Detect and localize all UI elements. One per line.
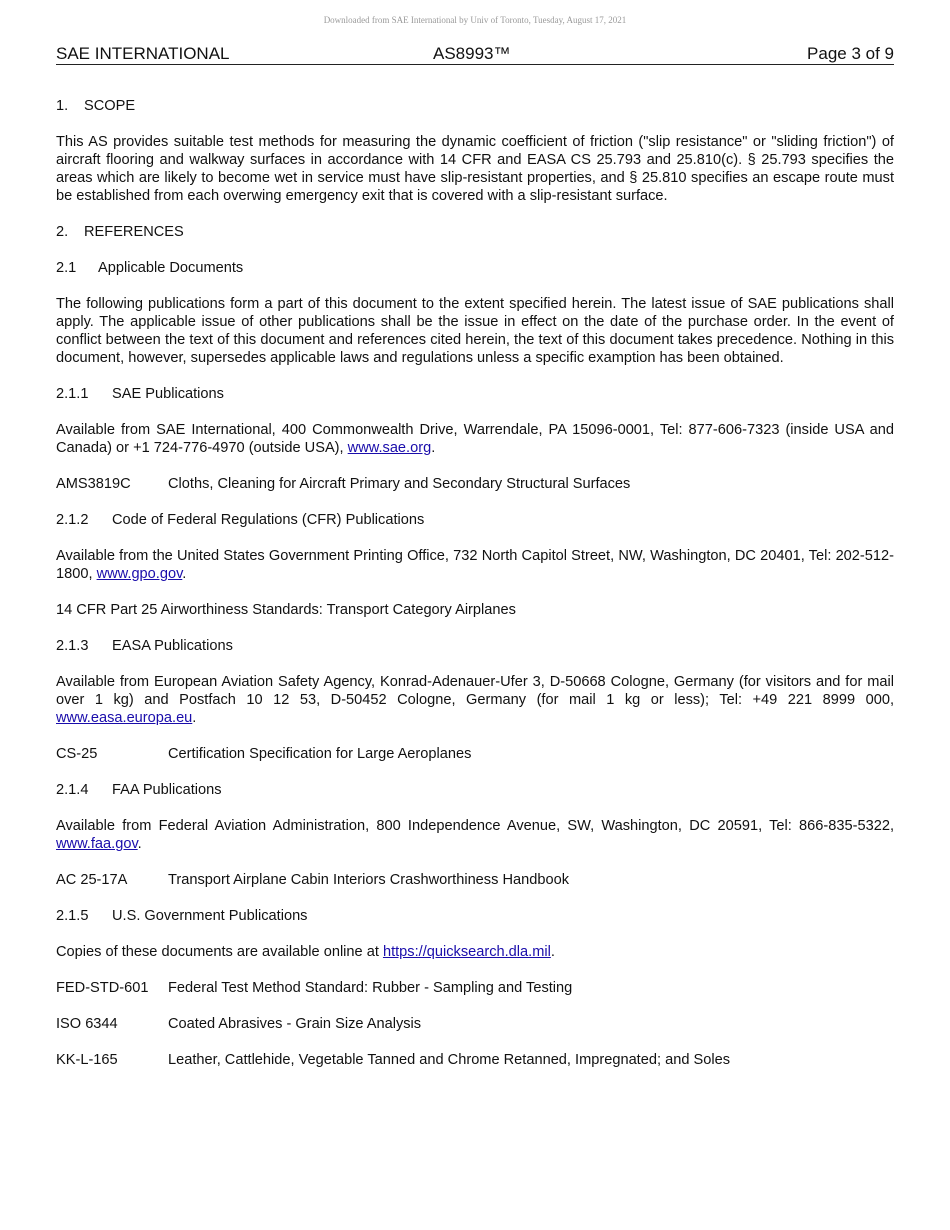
section-2-1-1-heading: 2.1.1 SAE Publications — [56, 386, 224, 402]
header-document-number: AS8993™ — [433, 44, 511, 63]
gpo-availability-paragraph: Available from the United States Government Printing Office, 732 North Capitol Street, NW, Washington, DC 20401, Tel: 202-512-1800, www.gpo.gov. — [56, 548, 894, 582]
easa-availability-paragraph: Available from European Aviation Safety Agency, Konrad-Adenauer-Ufer 3, D-50668 Cologne, Germany (for visitors and for mail over 1 kg) and Postfach 10 12 53, D-50452 Cologne, Germany (for mail 1 kg or less); Tel: +49 221 8999 000, www.easa.europa.eu. — [56, 674, 894, 726]
reference-entry: KK-L-165 Leather, Cattlehide, Vegetable Tanned and Chrome Retanned, Impregnated; and Soles — [56, 1052, 730, 1068]
cfr-reference-line: 14 CFR Part 25 Airworthiness Standards: Transport Category Airplanes — [56, 602, 516, 618]
scope-paragraph: This AS provides suitable test methods for measuring the dynamic coefficient of friction ("slip resistance" or "sliding friction") of aircraft flooring and walkway surfaces in accordance with 14 CFR and EASA CS 25.793 and 25.810(c). § 25.793 specifies the areas which are likely to become wet in service must have slip-resistant properties, and § 25.810 specifies an escape route must be established from each overwing emergency exit that is covered with a slip-resistant surface. — [56, 134, 894, 204]
header-organization: SAE INTERNATIONAL — [56, 44, 230, 63]
section-2-1-2-heading: 2.1.2 Code of Federal Regulations (CFR) Publications — [56, 512, 425, 528]
reference-entry: AC 25-17A Transport Airplane Cabin Interiors Crashworthiness Handbook — [56, 872, 569, 888]
section-2-1-5-heading: 2.1.5 U.S. Government Publications — [56, 908, 308, 924]
faa-website-link[interactable]: www.faa.gov — [56, 836, 138, 852]
reference-entry: AMS3819C Cloths, Cleaning for Aircraft Primary and Secondary Structural Surfaces — [56, 476, 631, 492]
dla-quicksearch-link[interactable]: https://quicksearch.dla.mil — [382, 944, 551, 960]
section-2-heading: 2. REFERENCES — [56, 224, 184, 240]
page-header — [56, 44, 894, 65]
document-body — [56, 97, 894, 1087]
section-2-1-3-heading: 2.1.3 EASA Publications — [56, 638, 233, 654]
section-1-heading: 1. SCOPE — [56, 98, 136, 114]
header-page-number: Page 3 of 9 — [807, 44, 894, 63]
reference-entry: FED-STD-601 Federal Test Method Standard: Rubber - Sampling and Testing — [56, 980, 573, 996]
download-watermark: Downloaded from SAE International by Univ of Toronto, Tuesday, August 17, 2021 — [323, 15, 627, 25]
easa-website-link[interactable]: www.easa.europa.eu — [56, 710, 193, 726]
reference-entry: ISO 6344 Coated Abrasives - Grain Size Analysis — [56, 1016, 422, 1032]
section-2-1-heading: 2.1 Applicable Documents — [56, 260, 244, 276]
faa-availability-paragraph: Available from Federal Aviation Administration, 800 Independence Avenue, SW, Washington, DC 20591, Tel: 866-835-5322, www.faa.gov. — [56, 818, 894, 852]
sae-availability-paragraph: Available from SAE International, 400 Commonwealth Drive, Warrendale, PA 15096-0001, Tel: 877-606-7323 (inside USA and Canada) or +1 724-776-4970 (outside USA), www.sae.org. — [56, 422, 894, 456]
reference-entry: CS-25 Certification Specification for Large Aeroplanes — [56, 746, 472, 762]
dla-availability-paragraph: Copies of these documents are available online at https://quicksearch.dla.mil. — [56, 944, 555, 960]
sae-website-link[interactable]: www.sae.org — [347, 440, 432, 456]
applicable-documents-paragraph: The following publications form a part of this document to the extent specified herein. The latest issue of SAE publications shall apply. The applicable issue of other publications shall be the issue in effect on the date of the purchase order. In the event of conflict between the text of this document and references cited herein, the text of this document takes precedence. Nothing in this document, however, supersedes applicable laws and regulations unless a specific examption has been obtained. — [56, 296, 894, 366]
gpo-website-link[interactable]: www.gpo.gov — [96, 566, 183, 582]
section-2-1-4-heading: 2.1.4 FAA Publications — [56, 782, 222, 798]
